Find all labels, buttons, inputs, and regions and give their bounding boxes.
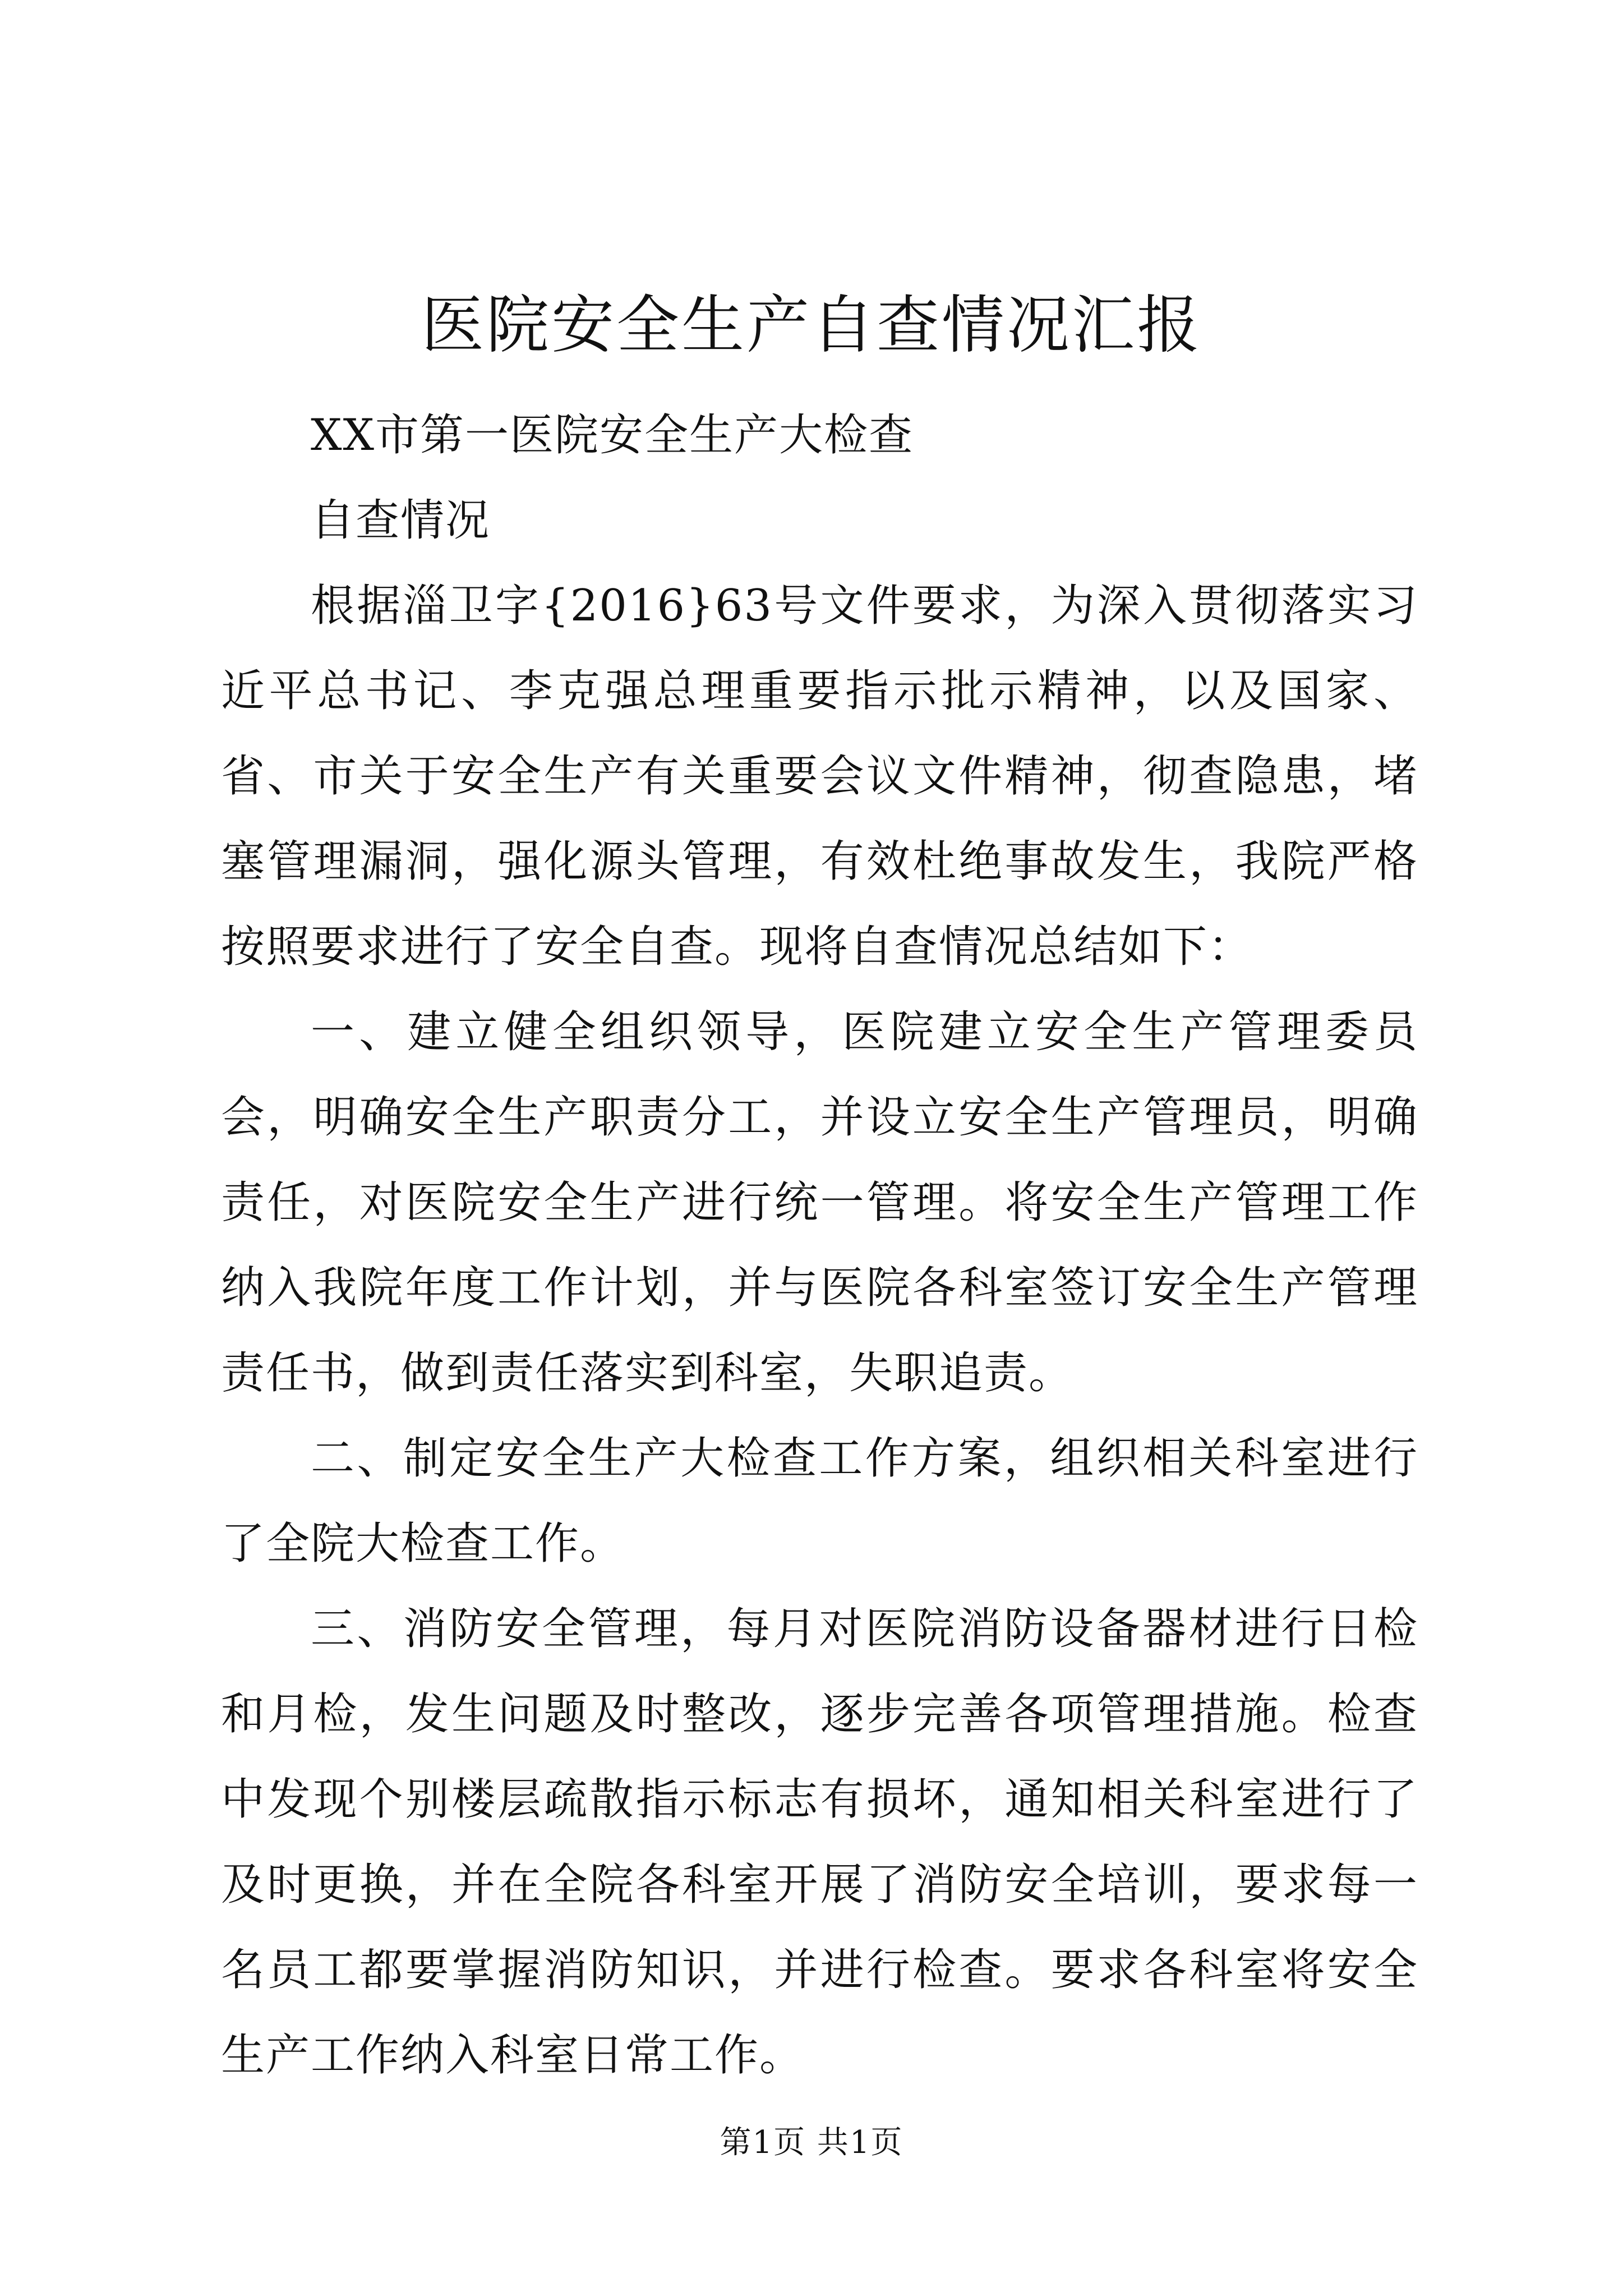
paragraph-intro: 根据淄卫字{2016}63号文件要求，为深入贯彻落实习近平总书记、李克强总理重要指示批示精神，以及国家、省、市关于安全生产有关重要会议文件精神，彻查隐患，堵塞管理漏洞，强化源头管理，有效杜绝事故发生，我院严格按照要求进行了安全自查。现将自查情况总结如下： — [221, 581, 1418, 972]
paragraph-item-2: 二、制定安全生产大检查工作方案，组织相关科室进行了全院大检查工作。 — [221, 1433, 1418, 1569]
paragraph-subtitle-2: 自查情况 — [311, 495, 491, 546]
page-footer: 第1页 共1页 — [720, 2124, 903, 2161]
document-body — [221, 393, 1418, 2098]
paragraph-subtitle: XX市第一医院安全生产大检查 — [311, 410, 914, 461]
paragraph-item-1: 一、建立健全组织领导，医院建立安全生产管理委员会，明确安全生产职责分工，并设立安全生产管理员，明确责任，对医院安全生产进行统一管理。将安全生产管理工作纳入我院年度工作计划，并与医院各科室签订安全生产管理责任书，做到责任落实到科室，失职追责。 — [221, 1007, 1418, 1398]
document-title: 医院安全生产自查情况汇报 — [421, 289, 1202, 362]
paragraph-item-3: 三、消防安全管理，每月对医院消防设备器材进行日检和月检，发生问题及时整改，逐步完善各项管理措施。检查中发现个别楼层疏散指示标志有损坏，通知相关科室进行了及时更换，并在全院各科室开展了消防安全培训，要求每一名员工都要掌握消防知识，并进行检查。要求各科室将安全生产工作纳入科室日常工作。 — [221, 1604, 1418, 2081]
